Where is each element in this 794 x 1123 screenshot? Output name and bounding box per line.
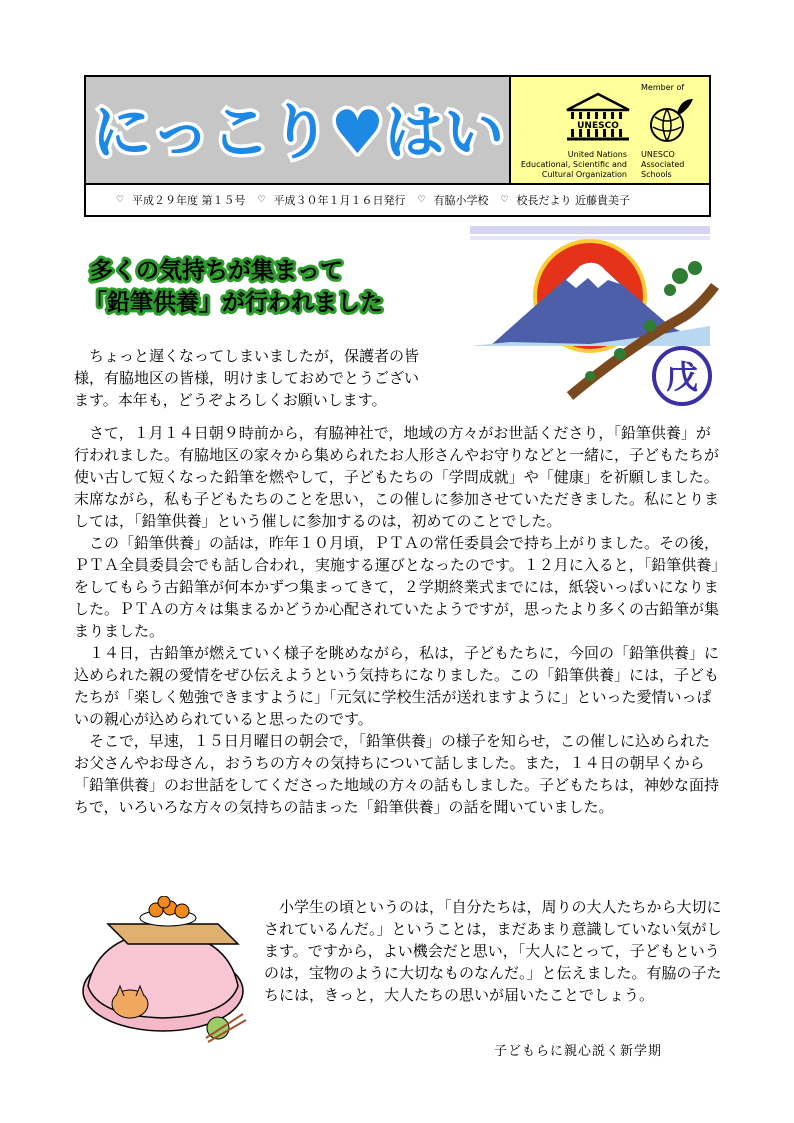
- unesco-panel: [511, 77, 709, 183]
- associated-schools-globe-icon: [647, 95, 697, 147]
- united-nations-text: United Nations Educational, Scientific and Cultural Organization: [520, 150, 627, 179]
- issue-date: ♡ 平成３０年１月１６日発行: [257, 194, 406, 207]
- paragraph-parents-love: １４日，古鉛筆が燃えていく様子を眺めながら，私は，子どもたちに，今回の「鉛筆供養」に込められた親の愛情をぜひ伝えようという気持ちになりました。この「鉛筆供養」には，子どもたちが「楽しく勉強できますように」「元気に学校生活が送れますように」といった愛情いっぱいの親心が込められていると思ったのです。: [74, 644, 720, 728]
- greeting-line-1: ちょっと遅くなってしまいましたが，保護者の皆: [74, 347, 420, 365]
- principal-letter: ♡ 校長だより 近藤貴美子: [500, 194, 630, 207]
- masthead: [84, 75, 711, 217]
- main-article: [74, 422, 724, 818]
- title-graphic: [86, 77, 509, 181]
- heart-outline-icon: ♡: [500, 195, 509, 205]
- kotatsu-cat-illustration: [78, 896, 258, 1046]
- paragraph-ceremony: さて，１月１４日朝９時前から，有脇神社で，地域の方々がお世話くださり，「鉛筆供養」が行われました。有脇地区の家々から集められたお人形さんやお守りなどと一緒に，子どもたちが使い古して短くなった鉛筆を燃やして，子どもたちの「学問成就」や「健康」を祈願しました。末席ながら，私も子どもたちのことを思い，この催しに参加させていただきました。私にとりましては，「鉛筆供養」という催しに参加するのは，初めてのことでした。: [74, 424, 720, 530]
- newsletter-title: にっこり♥はい: [91, 98, 505, 168]
- mt-fuji-illustration: [470, 226, 730, 426]
- paragraph-assembly: そこで，早速，１５日月曜日の朝会で，「鉛筆供養」の様子を知らせ，この催しに込められたお父さんやお母さん，おうちの方々の気持ちについて話しました。また，１４日の朝早くから「鉛筆供養」のお世話をしてくださった地域の方々の話もしました。子どもたちは，神妙な面持ちで，いろいろな方々の気持ちの詰まった「鉛筆供養」の話を聞いていました。: [74, 732, 720, 816]
- school-name: ♡ 有脇小学校: [417, 194, 489, 207]
- heart-outline-icon: ♡: [417, 195, 426, 205]
- associated-schools-text: UNESCO Associated Schools: [641, 150, 685, 179]
- heart-outline-icon: ♡: [257, 195, 266, 205]
- svg-text:戊: 戊: [665, 358, 699, 396]
- title-banner: [86, 77, 511, 183]
- svg-text:UNESCO: UNESCO: [577, 121, 619, 131]
- paragraph-background: この「鉛筆供養」の話は，昨年１０月頃，ＰＴＡの常任委員会で持ち上がりました。その後，ＰＴＡ全員委員会でも話し合われ，実施する運びとなったのです。１２月に入ると，「鉛筆供養」をしてもらう古鉛筆が何本かずつ集まってきて，２学期終業式までには，紙袋いっぱいになりました。ＰＴＡの方々は集まるかどうか心配されていたようですが，思ったより多くの古鉛筆が集まりました。: [74, 534, 720, 640]
- unesco-logo-icon: [565, 92, 631, 144]
- greeting-line-2: 様，有脇地区の皆様，明けましておめでとうござい: [74, 369, 420, 387]
- member-of-label: Member of: [641, 83, 685, 92]
- greeting-line-3: ます。本年も，どうぞよろしくお願いします。: [74, 391, 387, 409]
- heart-outline-icon: ♡: [116, 195, 125, 205]
- headline-line-1: 多くの気持ちが集まって: [90, 258, 343, 284]
- issue-info: [86, 183, 709, 215]
- headline: [82, 250, 440, 320]
- paragraph-children-treasure: 小学生の頃というのは，「自分たちは，周りの大人たちから大切にされているんだ。」ということは，まだあまり意識していない気がします。ですから，よい機会だと思い，「大人にとって，子どもというのは，宝物のように大切なものなんだ。」と伝えました。有脇の子たちには，きっと，大人たちの思いが届いたことでしょう。: [264, 898, 722, 1004]
- haiku-caption: 子どもらに親心説く新学期: [494, 1044, 663, 1059]
- issue-number: ♡ 平成２９年度 第１５号: [116, 194, 246, 207]
- headline-line-2: 「鉛筆供養」が行われました: [84, 290, 383, 316]
